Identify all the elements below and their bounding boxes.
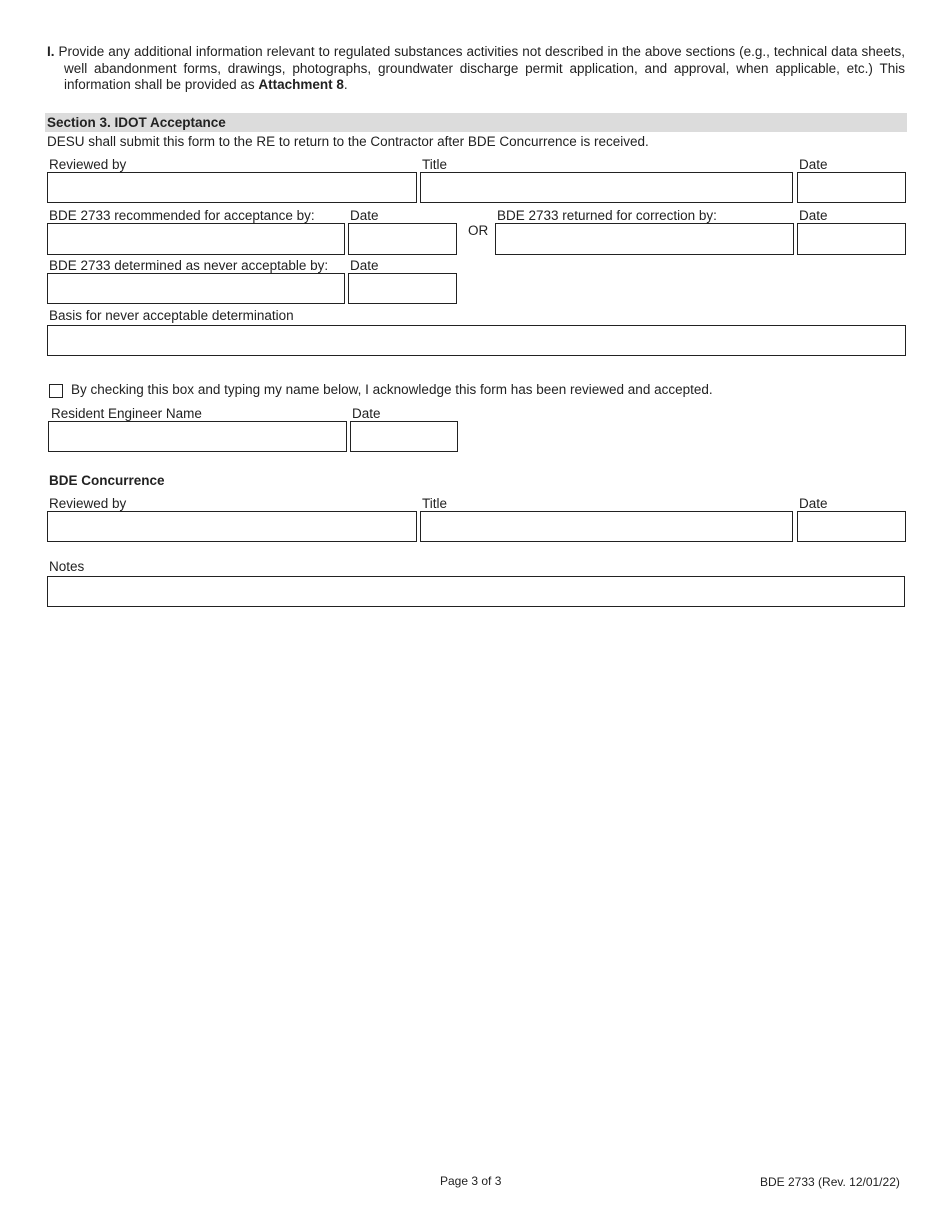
never-acceptable-date-field[interactable] <box>348 273 457 304</box>
basis-label: Basis for never acceptable determination <box>49 308 294 323</box>
recommended-date-label: Date <box>350 208 379 223</box>
acknowledge-checkbox[interactable] <box>49 384 63 398</box>
item-i-text: Provide any additional information relevant to regulated substances activities not described in the above sections (e.g., technical data sheets, well abandonment forms, drawings, photographs, groundwater discharge permit application, and approval, when applicable, etc.) This information shall be provided as <box>58 44 905 92</box>
section-3-header <box>45 113 907 132</box>
item-i-end: . <box>343 77 348 92</box>
concurrence-title-field[interactable] <box>420 511 793 542</box>
date-field[interactable] <box>797 172 906 203</box>
acknowledge-date-label: Date <box>352 406 381 421</box>
returned-label: BDE 2733 returned for correction by: <box>497 208 717 223</box>
date-label: Date <box>799 157 828 172</box>
recommended-label: BDE 2733 recommended for acceptance by: <box>49 208 315 223</box>
notes-label: Notes <box>49 559 85 574</box>
form-id: BDE 2733 (Rev. 12/01/22) <box>760 1175 900 1189</box>
acknowledge-date-field[interactable] <box>350 421 458 452</box>
reviewed-by-field[interactable] <box>47 172 417 203</box>
acknowledge-text: By checking this box and typing my name below, I acknowledge this form has been reviewed and accepted. <box>71 382 713 397</box>
title-label: Title <box>422 157 448 172</box>
item-i-paragraph <box>47 44 905 94</box>
never-acceptable-label: BDE 2733 determined as never acceptable by: <box>49 258 329 273</box>
section-3-instruction: DESU shall submit this form to the RE to return to the Contractor after BDE Concurrence is received. <box>47 134 649 149</box>
reviewed-by-label: Reviewed by <box>49 157 127 172</box>
returned-date-label: Date <box>799 208 828 223</box>
never-acceptable-by-field[interactable] <box>47 273 345 304</box>
resident-engineer-name-field[interactable] <box>48 421 347 452</box>
never-acceptable-date-label: Date <box>350 258 379 273</box>
resident-engineer-name-label: Resident Engineer Name <box>51 406 202 421</box>
title-field[interactable] <box>420 172 793 203</box>
concurrence-reviewed-by-field[interactable] <box>47 511 417 542</box>
attachment-reference: Attachment 8 <box>258 77 344 92</box>
returned-date-field[interactable] <box>797 223 906 255</box>
basis-field[interactable] <box>47 325 906 356</box>
concurrence-date-field[interactable] <box>797 511 906 542</box>
concurrence-date-label: Date <box>799 496 828 511</box>
or-label: OR <box>468 223 489 238</box>
concurrence-title-label: Title <box>422 496 448 511</box>
item-i-marker: I. <box>47 44 55 59</box>
recommended-date-field[interactable] <box>348 223 457 255</box>
notes-field[interactable] <box>47 576 905 607</box>
bde-concurrence-title: BDE Concurrence <box>49 473 165 488</box>
concurrence-reviewed-by-label: Reviewed by <box>49 496 127 511</box>
returned-by-field[interactable] <box>495 223 794 255</box>
section-3-title: Section 3. IDOT Acceptance <box>47 115 226 130</box>
recommended-by-field[interactable] <box>47 223 345 255</box>
page-number: Page 3 of 3 <box>440 1174 502 1188</box>
